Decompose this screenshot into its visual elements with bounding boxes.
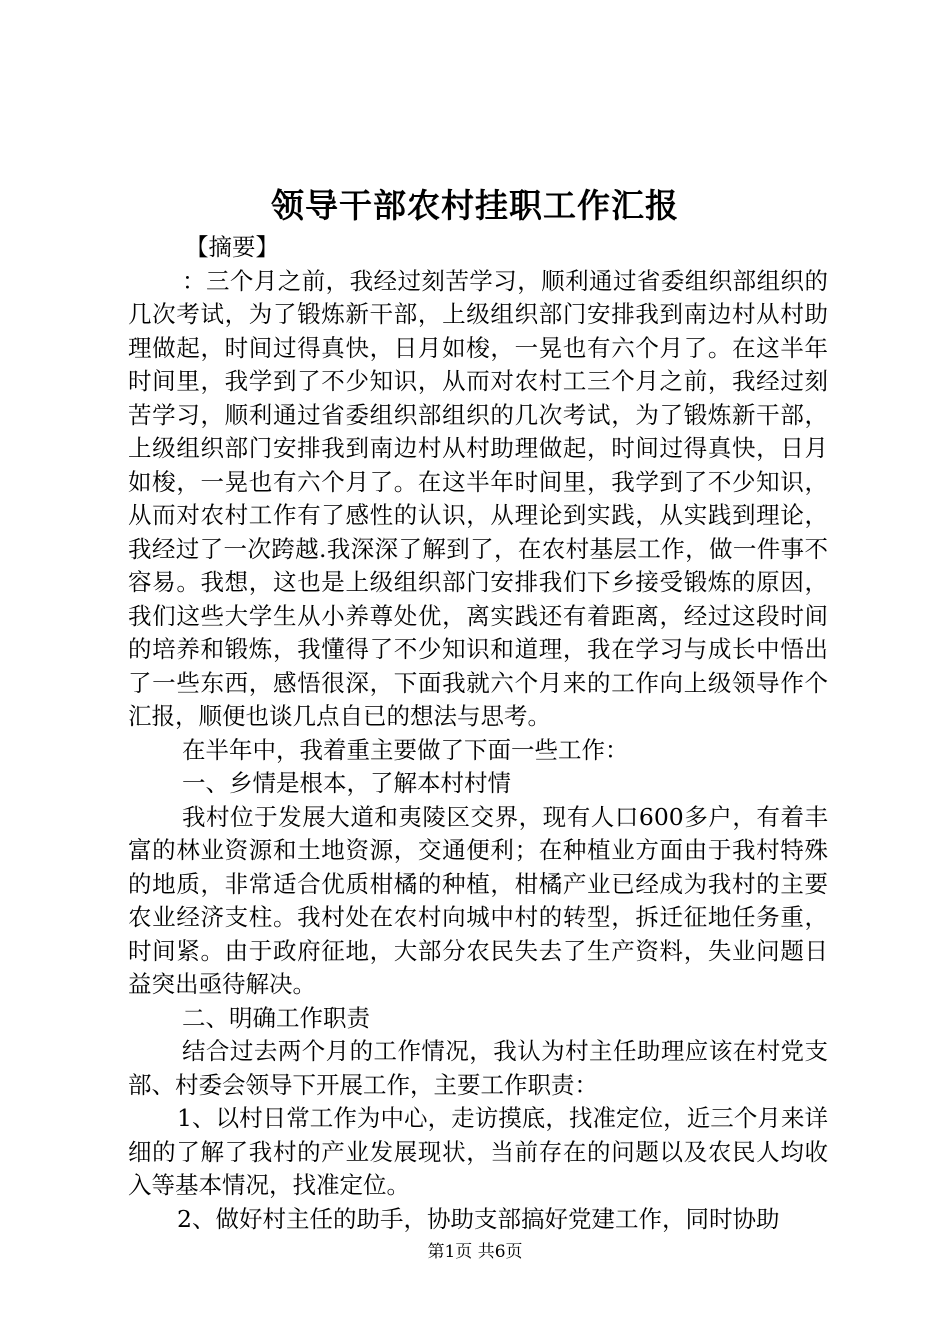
section-heading-2: 二、明确工作职责 (182, 1003, 370, 1032)
page-number-footer: 第1页 共6页 (427, 1242, 523, 1262)
list-item-duty-1: 1、以村日常工作为中心，走访摸底，找准定位，近三个月来详细的了解了我村的产业发展现状，当前存在的问题以及农民人均收入等基本情况，找准定位。 (128, 1104, 828, 1199)
document-title: 领导干部农村挂职工作汇报 (271, 186, 679, 225)
section-heading-1: 一、乡情是根本，了解本村村情 (182, 769, 511, 797)
document-body (128, 231, 828, 1236)
paragraph-duties-intro: 结合过去两个月的工作情况，我认为村主任助理应该在村党支部、村委会领导下开展工作，主要工作职责： (128, 1037, 828, 1099)
paragraph-village-info: 我村位于发展大道和夷陵区交界，现有人口600多户，有着丰富的林业资源和土地资源，交通便利；在种植业方面由于我村特殊的地质，非常适合优质柑橘的种植，柑橘产业已经成为我村的主要农业经济支柱。我村处在农村向城中村的转型，拆迁征地任务重，时间紧。由于政府征地，大部分农民失去了生产资料，失业问题日益突出亟待解决。 (128, 802, 828, 998)
paragraph-summary: ：三个月之前，我经过刻苦学习，顺利通过省委组织部组织的几次考试，为了锻炼新干部，上级组织部门安排我到南边村从村助理做起，时间过得真快，日月如梭，一晃也有六个月了。在这半年时间里，我学到了不少知识，从而对农村工三个月之前，我经过刻苦学习，顺利通过省委组织部组织的几次考试，为了锻炼新干部，上级组织部门安排我到南边村从村助理做起，时间过得真快，日月如梭，一晃也有六个月了。在这半年时间里，我学到了不少知识，从而对农村工作有了感性的认识，从理论到实践，从实践到理论，我经过了一次跨越.我深深了解到了，在农村基层工作，做一件事不容易。我想，这也是上级组织部门安排我们下乡接受锻炼的原因，我们这些大学生从小养尊处优，离实践还有着距离，经过这段时间的培养和锻炼，我懂得了不少知识和道理，我在学习与成长中悟出了一些东西，感悟很深，下面我就六个月来的工作向上级领导作个汇报，顺便也谈几点自已的想法与思考。 (128, 266, 828, 730)
summary-heading: 【摘要】 (185, 233, 279, 261)
paragraph-work-intro: 在半年中，我着重主要做了下面一些工作： (182, 735, 629, 764)
list-item-duty-2: 2、做好村主任的助手，协助支部搞好党建工作，同时协助 (177, 1204, 780, 1233)
